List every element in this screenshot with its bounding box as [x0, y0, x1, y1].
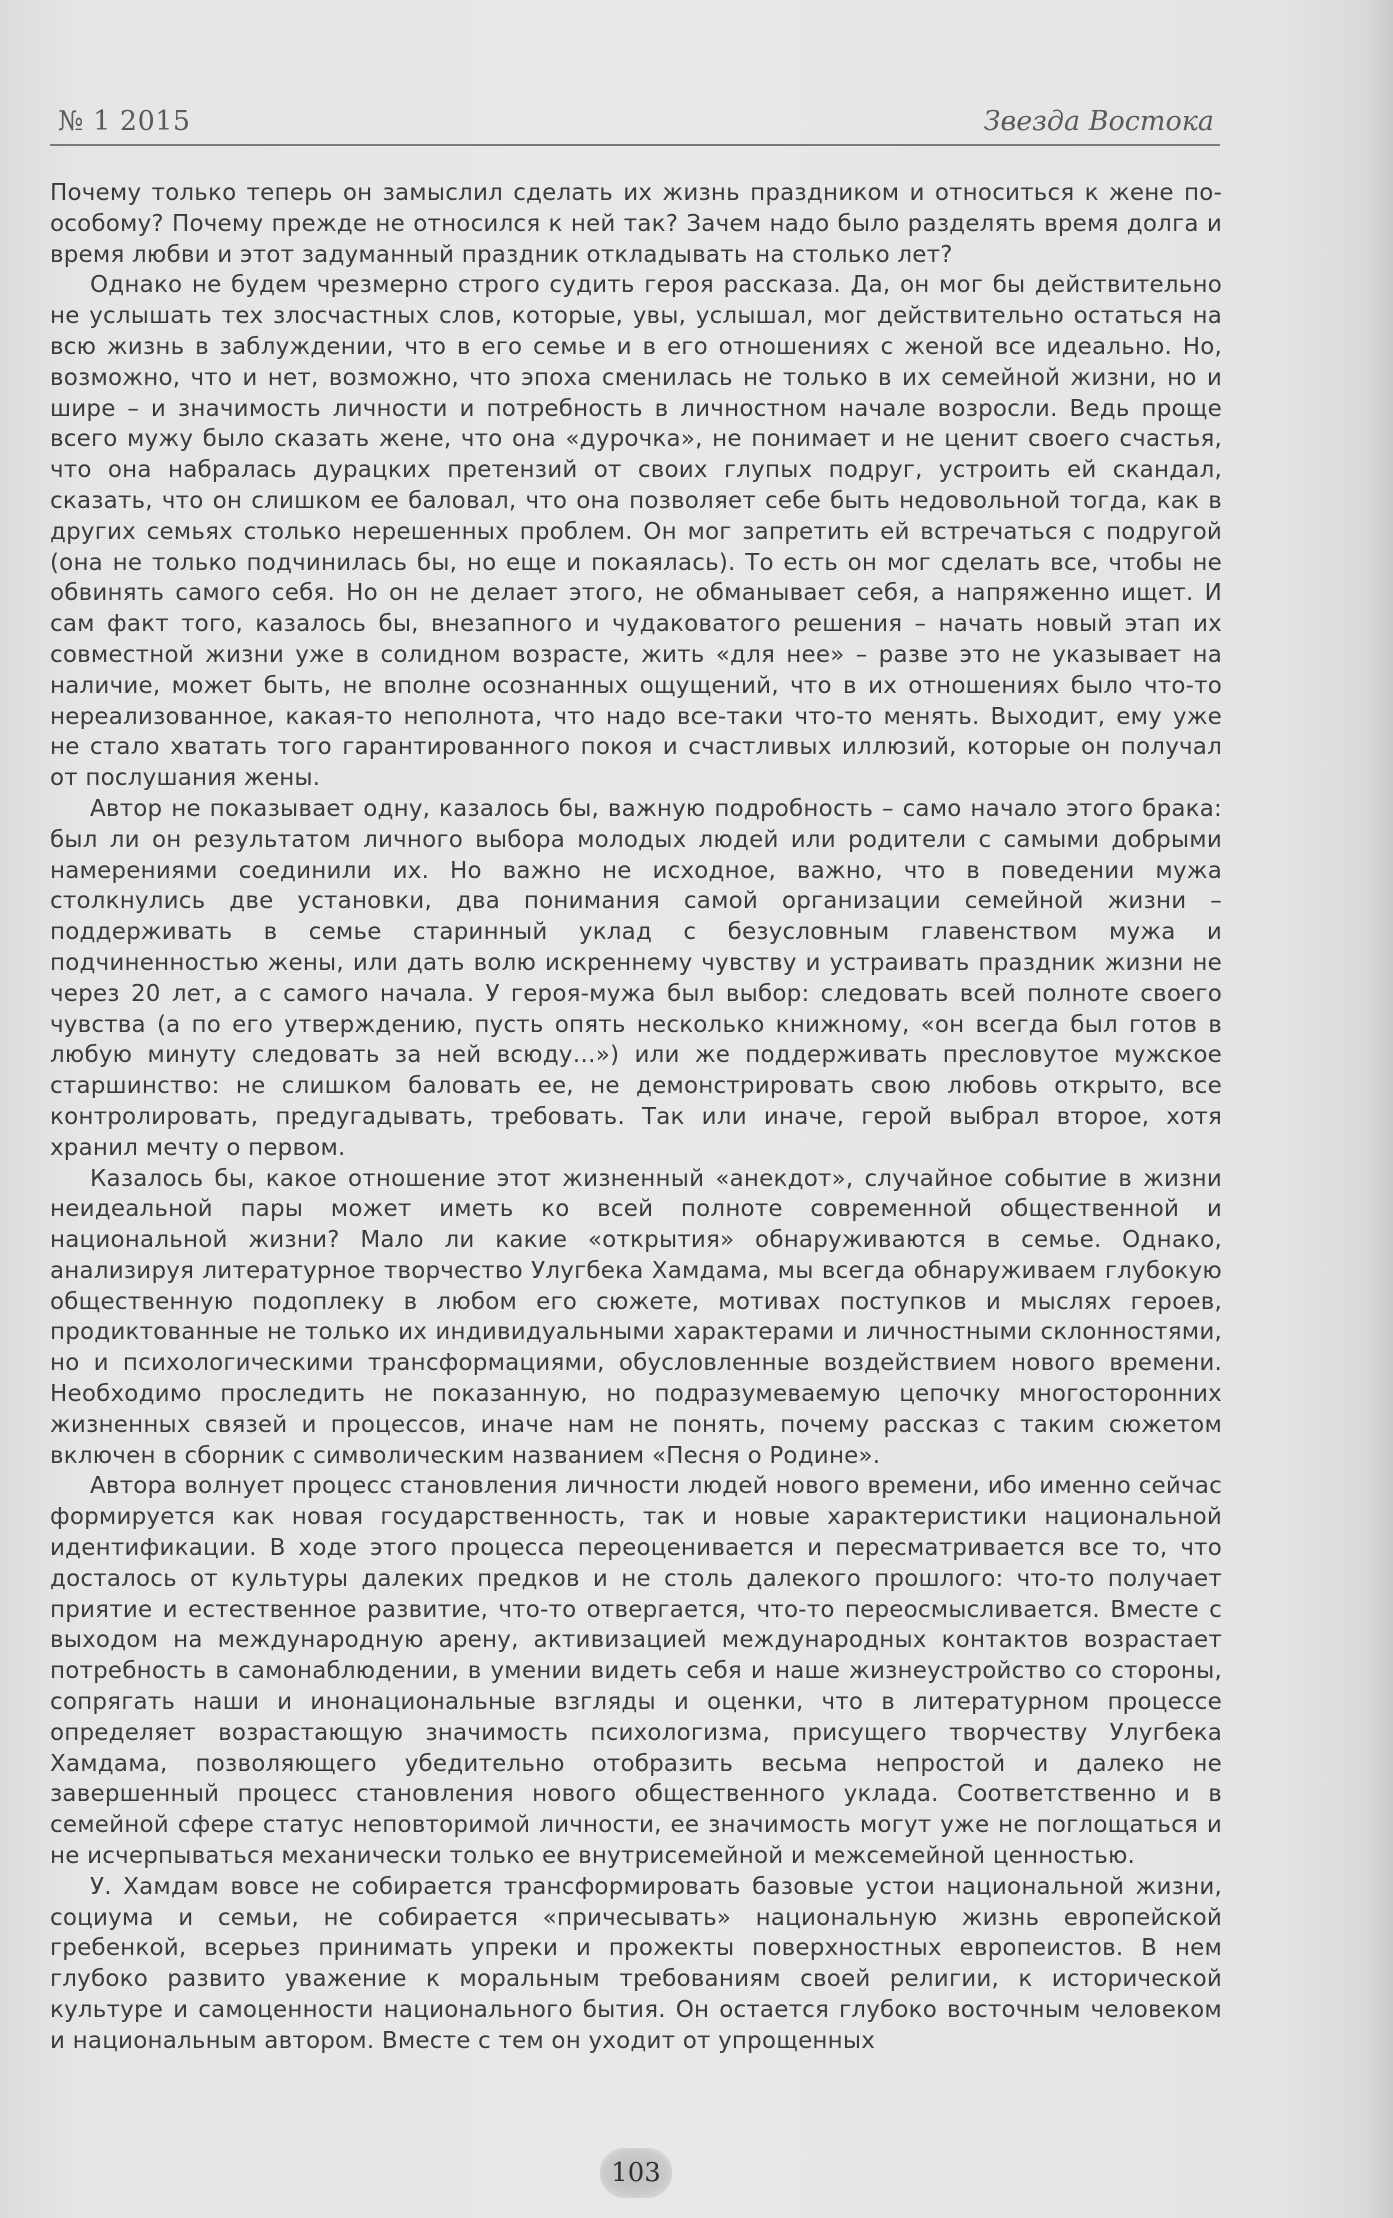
paragraph-2: Однако не будем чрезмерно строго судить героя рассказа. Да, он мог бы действительно не услышать тех злосчастных слов, которые, увы, услышал, мог действительно остаться на всю жизнь в заблуждении, что в его семье и в его отношениях с женой все идеально. Но, возможно, что и нет, возможно, что эпоха сменилась не только в их семейной жизни, но и шире – и значимость личности и потребность в личностном начале возросли. Ведь проще всего мужу было сказать жене, что она «дурочка», не понимает и не ценит своего счастья, что она набралась дурацких претензий от своих глупых подруг, устроить ей скандал, сказать, что он слишком ее баловал, что она позволяет себе быть недовольной тогда, как в других семьях столько нерешенных проблем. Он мог запретить ей встречаться с подругой (она не только подчинилась бы, но еще и покаялась). То есть он мог сделать все, чтобы не обвинять самого себя. Но он не делает этого, не обманывает себя, а напряженно ищет. И сам факт того, казалось бы, внезапного и чудаковатого решения – начать новый этап их совместной жизни уже в солидном возрасте, жить «для нее» – разве это не указывает на наличие, может быть, не вполне осознанных ощущений, что в их отношениях было что-то нереализованное, какая-то неполнота, что надо все-таки что-то менять. Выходит, ему уже не стало хватать того гарантированного покоя и счастливых иллюзий, которые он получал от послушания жены. [50, 272, 1222, 792]
paragraph-3: Автор не показывает одну, казалось бы, важную подробность – само начало этого брака: был ли он результатом личного выбора молодых людей или родители с самыми добрыми намерениями соединили их. Но важно не исходное, важно, что в поведении мужа столкнулись две установки, два понимания самой организации семейной жизни – поддерживать в семье старинный уклад с безусловным главенством мужа и подчиненностью жены, или дать волю искреннему чувству и устраивать праздник жизни не через 20 лет, а с самого начала. У героя-мужа был выбор: следовать всей полноте своего чувства (а по его утверждению, пусть опять несколько книжному, «он всегда был готов в любую минуту следовать за ней всюду…») или же поддерживать пресловутое мужское старшинство: не слишком баловать ее, не демонстрировать свою любовь открыто, все контролировать, предугадывать, требовать. Так или иначе, герой выбрал второе, хотя хранил мечту о первом. [50, 795, 1222, 1161]
article-body [50, 178, 1222, 2057]
paragraph-4: Казалось бы, какое отношение этот жизненный «анекдот», случайное событие в жизни неидеальной пары может иметь ко всей полноте современной общественной и национальной жизни? Мало ли какие «открытия» обнаруживаются в семье. Однако, анализируя литературное творчество Улугбека Хамдама, мы всегда обнаруживаем глубокую общественную подоплеку в любом его сюжете, мотивах поступков и мыслях героев, продиктованные не только их индивидуальными характерами и личностными склонностями, но и психологическими трансформациями, обусловленные воздействием нового времени. Необходимо проследить не показанную, но подразумеваемую цепочку многосторонних жизненных связей и процессов, иначе нам не понять, почему рассказ с таким сюжетом включен в сборник с символическим названием «Песня о Родине». [50, 1165, 1222, 1469]
page-number: 103 [600, 2148, 672, 2198]
running-header [50, 98, 1220, 146]
journal-title: Звезда Востока [983, 106, 1214, 137]
issue-number: № 1 2015 [58, 106, 191, 137]
paragraph-5: Автора волнует процесс становления личности людей нового времени, ибо именно сейчас формируется как новая государственность, так и новые характеристики национальной идентификации. В ходе этого процесса переоценивается и пересматривается все то, что досталось от культуры далеких предков и не столь далекого прошлого: что-то получает приятие и естественное развитие, что-то отвергается, что-то переосмысливается. Вместе с выходом на международную арену, активизацией международных контактов возрастает потребность в самонаблюдении, в умении видеть себя и наше жизнеустройство со стороны, сопрягать наши и инонациональные взгляды и оценки, что в литературном процессе определяет возрастающую значимость психологизма, присущего творчеству Улугбека Хамдама, позволяющего убедительно отобразить весьма непростой и далеко не завершенный процесс становления нового общественного уклада. Соответственно и в семейной сфере статус неповторимой личности, ее значимость могут уже не поглощаться и не исчерпываться механически только ее внутрисемейной и межсемейной ценностью. [50, 1473, 1222, 1870]
page-edge-shadow [1367, 0, 1393, 2218]
paragraph-1: Почему только теперь он замыслил сделать их жизнь праздником и относиться к жене по-особому? Почему прежде не относился к ней так? Зачем надо было разделять время долга и время любви и этот задуманный праздник откладывать на столько лет? [50, 180, 1222, 268]
paragraph-6: У. Хамдам вовсе не собирается трансформировать базовые устои национальной жизни, социума и семьи, не собирается «причесывать» национальную жизнь европейской гребенкой, всерьез принимать упреки и прожекты поверхностных европеистов. В нем глубоко развито уважение к моральным требованиям своей религии, к исторической культуре и самоценности национального бытия. Он остается глубоко восточным человеком и национальным автором. Вместе с тем он уходит от упрощенных [50, 1873, 1222, 2054]
